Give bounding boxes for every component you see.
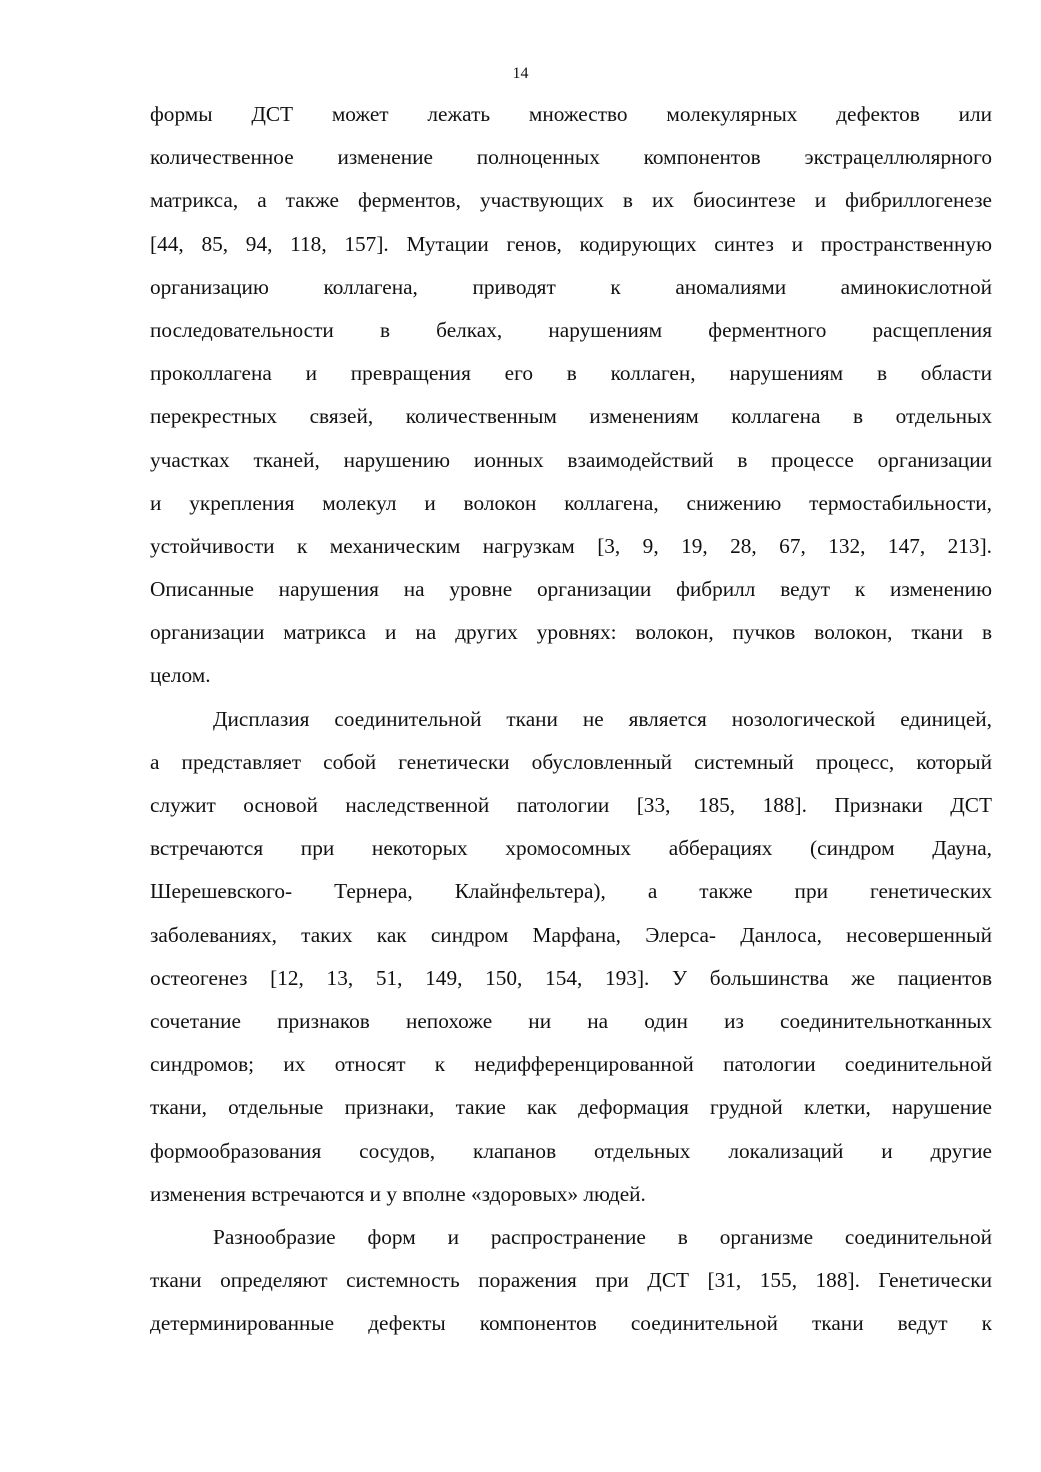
text-line: количественное изменение полноценных компонентов экстрацеллюлярного [150,145,992,170]
text-line: последовательности в белках, нарушениям ферментного расщепления [150,317,992,342]
document-body [150,93,992,1345]
text-line: встречаются при некоторых хромосомных абберациях (синдром Дауна, [150,836,992,861]
text-line: изменения встречаются и у вполне «здоровых» людей. [150,1181,646,1206]
text-line: участках тканей, нарушению ионных взаимодействий в процессе организации [150,447,992,472]
text-line: формы ДСТ может лежать множество молекулярных дефектов или [150,102,992,126]
text-line: синдромов; их относят к недифференцированной патологии соединительной [150,1052,992,1077]
text-line: детерминированные дефекты компонентов соединительной ткани ведут к [150,1311,992,1336]
text-line: остеогенез [12, 13, 51, 149, 150, 154, 193]. У большинства же пациентов [150,965,992,990]
text-line: [44, 85, 94, 118, 157]. Мутации генов, кодирующих синтез и пространственную [150,231,992,256]
paragraph-1 [150,93,992,698]
text-line: а представляет собой генетически обусловленный системный процесс, который [150,749,992,774]
text-line: проколлагена и превращения его в коллаген, нарушениям в области [150,361,992,386]
text-line: Шерешевского- Тернера, Клайнфельтера), а также при генетических [150,879,992,904]
text-line: Разнообразие форм и распространение в организме соединительной [213,1224,992,1249]
text-line: организацию коллагена, приводят к аномалиями аминокислотной [150,274,992,299]
text-line: матрикса, а также ферментов, участвующих в их биосинтезе и фибриллогенезе [150,188,992,213]
text-line: формообразования сосудов, клапанов отдельных локализаций и другие [150,1138,992,1163]
page-number: 14 [512,65,529,82]
paragraph-3 [150,1216,992,1346]
paragraph-2 [150,698,992,1216]
text-line: служит основой наследственной патологии [33, 185, 188]. Признаки ДСТ [150,793,992,817]
text-line: ткани определяют системность поражения при ДСТ [31, 155, 188]. Генетически [150,1268,992,1293]
text-line: сочетание признаков непохоже ни на один из соединительнотканных [150,1008,992,1033]
text-line: целом. [150,663,211,688]
text-line: устойчивости к механическим нагрузкам [3, 9, 19, 28, 67, 132, 147, 213]. [150,533,992,558]
text-line: заболеваниях, таких как синдром Марфана, Элерса- Данлоса, несовершенный [150,922,992,947]
text-line: Описанные нарушения на уровне организации фибрилл ведут к изменению [150,577,992,602]
text-line: перекрестных связей, количественным изменениям коллагена в отдельных [150,404,992,429]
text-line: и укрепления молекул и волокон коллагена, снижению термостабильности, [150,490,992,515]
text-line: ткани, отдельные признаки, такие как деформация грудной клетки, нарушение [150,1095,992,1120]
text-line: Дисплазия соединительной ткани не является нозологической единицей, [213,706,992,731]
text-line: организации матрикса и на других уровнях: волокон, пучков волокон, ткани в [150,620,992,645]
